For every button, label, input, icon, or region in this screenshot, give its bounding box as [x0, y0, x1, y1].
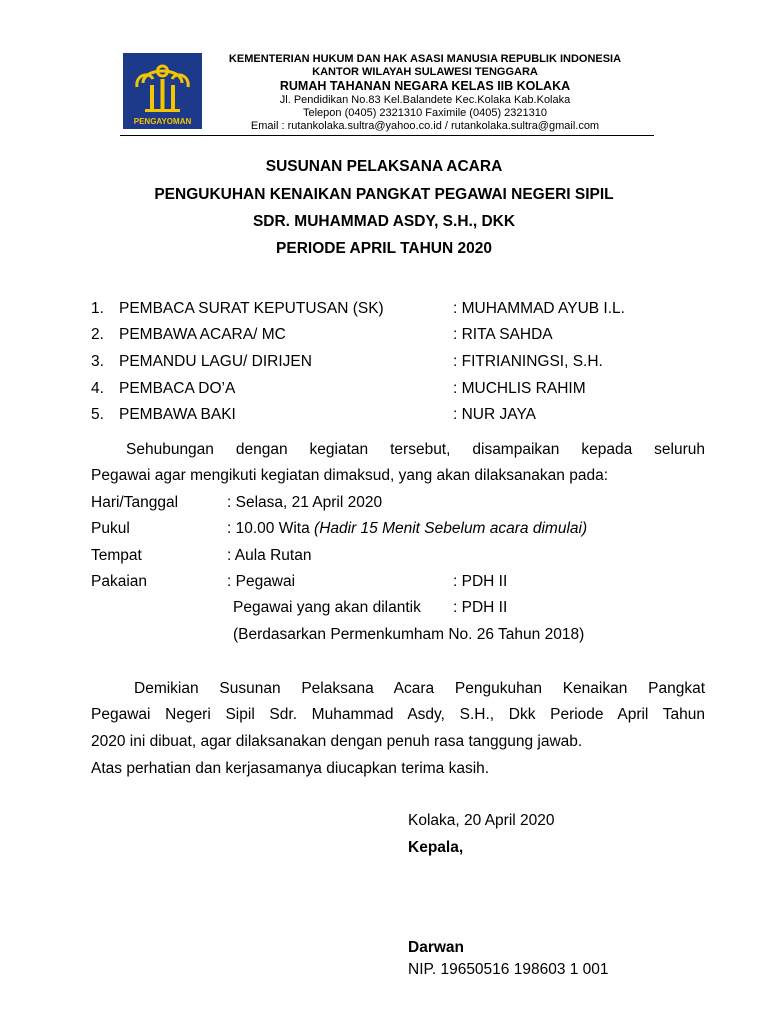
day-value: : Selasa, 21 April 2020: [227, 494, 383, 511]
time-label: Pukul: [91, 520, 130, 537]
inducted-label: Pegawai yang akan dilantik: [233, 599, 421, 616]
role-person: : NUR JAYA: [453, 406, 536, 423]
closing-line-3: 2020 ini dibuat, agar dilaksanakan dengan penuh rasa tanggung jawab.: [91, 733, 583, 750]
time-note: (Hadir 15 Menit Sebelum acara dimulai): [314, 520, 588, 537]
letterhead-divider: [120, 135, 654, 136]
signature-nip: NIP. 19650516 198603 1 001: [408, 961, 609, 978]
role-number: 3.: [91, 353, 104, 370]
closing-line-1: Demikian Susunan Pelaksana Acara Pengukuhan Kenaikan Pangkat: [134, 680, 705, 697]
letterhead: [205, 53, 645, 133]
role-title: PEMBAWA ACARA/ MC: [119, 326, 286, 343]
role-number: 5.: [91, 406, 104, 423]
place-value: : Aula Rutan: [227, 547, 312, 564]
closing-line-4: Atas perhatian dan kerjasamanya diucapkan terima kasih.: [91, 760, 490, 777]
signature-place-date: Kolaka, 20 April 2020: [408, 812, 555, 829]
time-value-text: : 10.00 Wita: [227, 520, 310, 537]
letterhead-institution: RUMAH TAHANAN NEGARA KELAS IIB KOLAKA: [279, 79, 571, 93]
role-person: : MUCHLIS RAHIM: [453, 380, 586, 397]
closing-line-2: Pegawai Negeri Sipil Sdr. Muhammad Asdy, S.H., Dkk Periode April Tahun: [91, 706, 705, 723]
role-person: : RITA SAHDA: [453, 326, 553, 343]
letterhead-phone: Telepon (0405) 2321310 Faximile (0405) 2321310: [302, 107, 547, 119]
inducted-value: : PDH II: [453, 599, 508, 616]
role-title: PEMBACA SURAT KEPUTUSAN (SK): [119, 300, 384, 317]
role-number: 4.: [91, 380, 104, 397]
dress-basis: (Berdasarkan Permenkumham No. 26 Tahun 2018): [233, 626, 585, 643]
role-title: PEMANDU LAGU/ DIRIJEN: [119, 353, 312, 370]
intro-line-2: Pegawai agar mengikuti kegiatan dimaksud, yang akan dilaksanakan pada:: [91, 467, 609, 484]
doc-title-2: PENGUKUHAN KENAIKAN PANGKAT PEGAWAI NEGERI SIPIL: [154, 186, 614, 203]
pengayoman-logo: [123, 53, 202, 129]
signature-position: Kepala,: [408, 839, 464, 856]
doc-title-1: SUSUNAN PELAKSANA ACARA: [265, 158, 503, 175]
dress-value: : Pegawai: [227, 573, 296, 590]
role-number: 2.: [91, 326, 104, 343]
dress-label: Pakaian: [91, 573, 148, 590]
dress-value-right: : PDH II: [453, 573, 508, 590]
day-label: Hari/Tanggal: [91, 494, 179, 511]
role-title: PEMBAWA BAKI: [119, 406, 236, 423]
role-number: 1.: [91, 300, 104, 317]
time-value: [227, 520, 587, 538]
signature-name: Darwan: [408, 939, 464, 956]
letterhead-email: Email : rutankolaka.sultra@yahoo.co.id / rutankolaka.sultra@gmail.com: [250, 120, 600, 132]
doc-title-3: SDR. MUHAMMAD ASDY, S.H., DKK: [252, 213, 516, 230]
doc-title-4: PERIODE APRIL TAHUN 2020: [276, 240, 492, 257]
letterhead-address: Jl. Pendidikan No.83 Kel.Balandete Kec.Kolaka Kab.Kolaka: [279, 94, 571, 106]
role-title: PEMBACA DO’A: [119, 380, 236, 397]
role-person: : MUHAMMAD AYUB I.L.: [453, 300, 625, 317]
logo-label: PENGAYOMAN: [133, 117, 192, 126]
letterhead-ministry: KEMENTERIAN HUKUM DAN HAK ASASI MANUSIA REPUBLIK INDONESIA: [228, 53, 622, 65]
intro-line-1: Sehubungan dengan kegiatan tersebut, disampaikan kepada seluruh: [126, 441, 705, 458]
letterhead-regional-office: KANTOR WILAYAH SULAWESI TENGGARA: [312, 66, 538, 78]
banyan-tree-icon: [123, 53, 202, 129]
place-label: Tempat: [91, 547, 142, 564]
role-person: : FITRIANINGSI, S.H.: [453, 353, 603, 370]
